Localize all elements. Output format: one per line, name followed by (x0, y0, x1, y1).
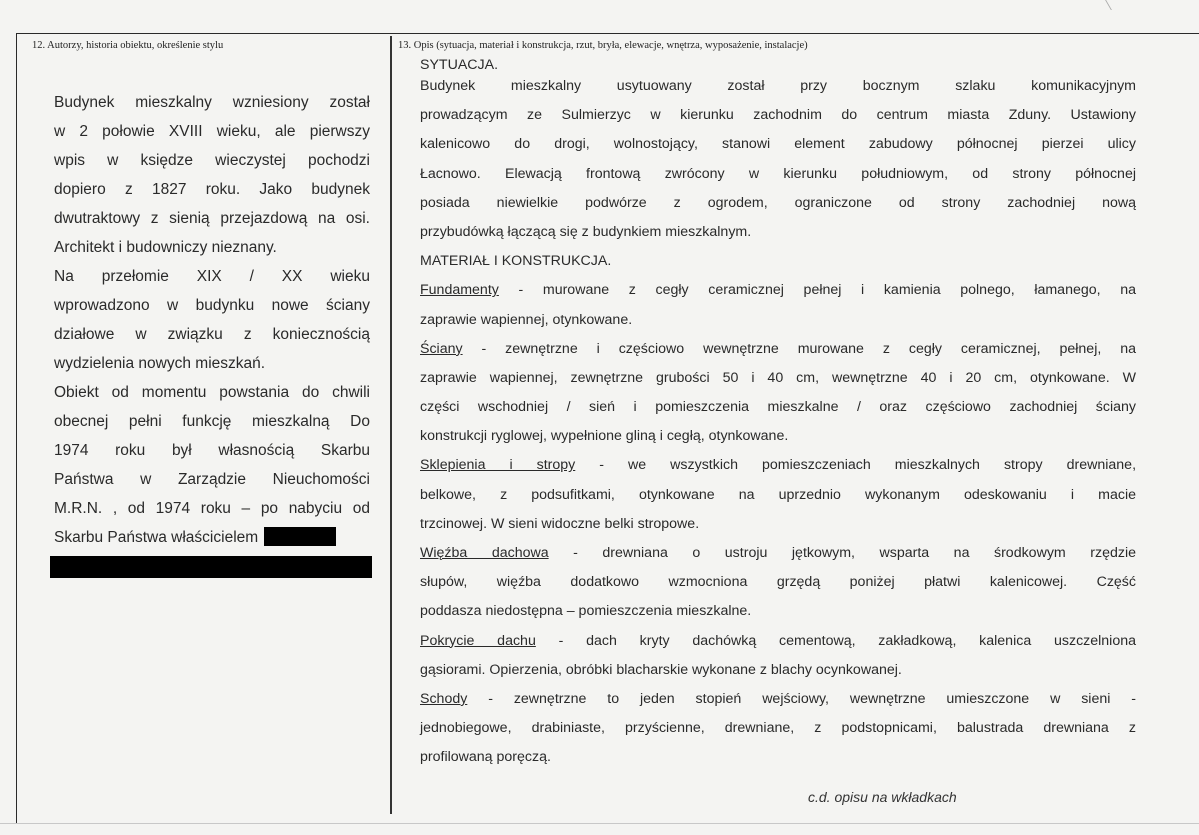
sciany-term: Ściany (420, 340, 463, 357)
fundamenty-term: Fundamenty (420, 282, 499, 299)
sciany-line: konstrukcji ryglowej, wypełnione gliną i cegłą, otynkowane. (420, 428, 789, 445)
column-divider (390, 36, 392, 814)
redaction-bar (264, 527, 336, 546)
scan-artifact (1105, 0, 1122, 10)
sciany-line: części wschodniej / sień i pomieszczenia mieszkalne / oraz częściowo zachodniej ściany (420, 399, 1136, 416)
continuation-note: c.d. opisu na wkładkach (808, 789, 957, 805)
page-bottom-edge (0, 823, 1199, 824)
material-heading: MATERIAŁ I KONSTRUKCJA. (420, 253, 612, 270)
wiezba-line: poddasza niedostępna – pomieszczenia mieszkalne. (420, 603, 752, 620)
sytuacja-heading: SYTUACJA. (420, 58, 499, 72)
pokrycie-term: Pokrycie dachu (420, 632, 536, 649)
wiezba-text: - drewniana o ustroju jętkowym, wsparta na środkowym rzędzie (548, 545, 1136, 561)
fundamenty-line (420, 276, 1136, 305)
pokrycie-text: - dach kryty dachówką cementową, zakładkową, kalenica uszczelniona (535, 632, 1137, 649)
history-line: Skarbu Państwa właścicielem (54, 529, 259, 546)
sytuacja-line: Łacnowo. Elewacją frontową zwrócony w kierunku południowym, od strony północnej (420, 165, 1136, 182)
history-line: wydzielenia nowych mieszkań. (54, 355, 266, 372)
sciany-line: zaprawie wapiennej, zewnętrzne grubości 50 i 40 cm, wewnętrzne 40 i 20 cm, otynkowane. W (420, 369, 1136, 386)
history-line: 1974 roku był własnością Skarbu (54, 442, 370, 459)
sklepienia-line (420, 451, 1136, 480)
sytuacja-line: prowadzącym ze Sulmierzyc w kierunku zachodnim do centrum miasta Zduny. Ustawiony (420, 107, 1136, 124)
history-line: działowe w związku z koniecznością (54, 326, 370, 343)
history-line: dwutraktowy z sienią przejazdową na osi. (54, 210, 370, 227)
sytuacja-line: kalenicowo do drogi, wolnostojący, stanowi element zabudowy północnej pierzei ulicy (420, 136, 1136, 153)
wiezba-line (420, 539, 1136, 568)
form-left-border (16, 33, 17, 823)
schody-line: jednobiegowe, drabiniaste, przyścienne, drewniane, z podstopnicami, balustrada drewniana z (420, 720, 1136, 737)
sytuacja-line: Budynek mieszkalny usytuowany został przy bocznym szlaku komunikacyjnym (420, 78, 1136, 94)
history-line: M.R.N. , od 1974 roku – po nabyciu od (54, 500, 370, 517)
schody-text: - zewnętrzne to jeden stopień wejściowy, wewnętrzne umieszczone w sieni - (467, 690, 1136, 707)
schody-term: Schody (420, 690, 468, 707)
wiezba-line: słupów, więźba dodatkowo wzmocniona grzędą poniżej płatwi kalenicowej. Część (420, 574, 1136, 591)
history-line: Na przełomie XIX / XX wieku (54, 268, 370, 285)
history-text-column (54, 88, 370, 552)
sklepienia-text: - we wszystkich pomieszczeniach mieszkalnych stropy drewniane, (575, 457, 1137, 474)
history-line: dopiero z 1827 roku. Jako budynek (54, 181, 370, 198)
form-top-border (16, 33, 1199, 34)
schody-line: profilowaną poręczą. (420, 749, 551, 766)
redaction-bar (50, 556, 372, 578)
wiezba-term: Więźba dachowa (420, 545, 549, 561)
sklepienia-term: Sklepienia i stropy (420, 457, 576, 474)
sklepienia-line: belkowe, z podsufitkami, otynkowane na uprzednio wykonanym odeskowaniu i macie (420, 486, 1136, 503)
description-text-column (420, 58, 1137, 773)
pokrycie-line: gąsiorami. Opierzenia, obróbki blacharskie wykonane z blachy ocynkowanej. (420, 661, 902, 678)
history-line: wpis w księdze wieczystej pochodzi (54, 152, 370, 169)
fundamenty-text: - murowane z cegły ceramicznej pełnej i kamienia polnego, łamanego, na (498, 282, 1136, 299)
history-line: Budynek mieszkalny wzniesiony został (54, 94, 370, 111)
sytuacja-line: przybudówką łączącą się z budynkiem mieszkalnym. (420, 223, 752, 240)
history-line: obecnej pełni funkcję mieszkalną Do (54, 413, 370, 430)
fundamenty-line: zaprawie wapiennej, otynkowane. (420, 311, 633, 328)
pokrycie-line (420, 627, 1136, 656)
history-line: Państwa w Zarządzie Nieuchomości (54, 471, 370, 488)
history-line-with-redaction (54, 523, 370, 552)
sklepienia-line: trzcinowej. W sieni widoczne belki stropowe. (420, 515, 700, 532)
history-line: w 2 połowie XVIII wieku, ale pierwszy (54, 123, 370, 140)
sciany-text: - zewnętrzne i częściowo wewnętrzne murowane z cegły ceramicznej, pełnej, na (462, 340, 1136, 357)
section-13-header: 13. Opis (sytuacja, materiał i konstrukcja, rzut, bryła, elewacje, wnętrza, wyposażenie, instalacje) (398, 40, 808, 51)
schody-line (420, 685, 1136, 714)
sciany-line (420, 335, 1136, 364)
history-line: Obiekt od momentu powstania do chwili (54, 384, 370, 401)
sytuacja-line: posiada niewielkie podwórze z ogrodem, ograniczone od strony zachodniej nową (420, 194, 1136, 211)
history-line: wprowadzono w budynku nowe ściany (54, 297, 370, 314)
section-12-header: 12. Autorzy, historia obiektu, określenie stylu (32, 40, 224, 51)
history-line: Architekt i budowniczy nieznany. (54, 239, 277, 256)
